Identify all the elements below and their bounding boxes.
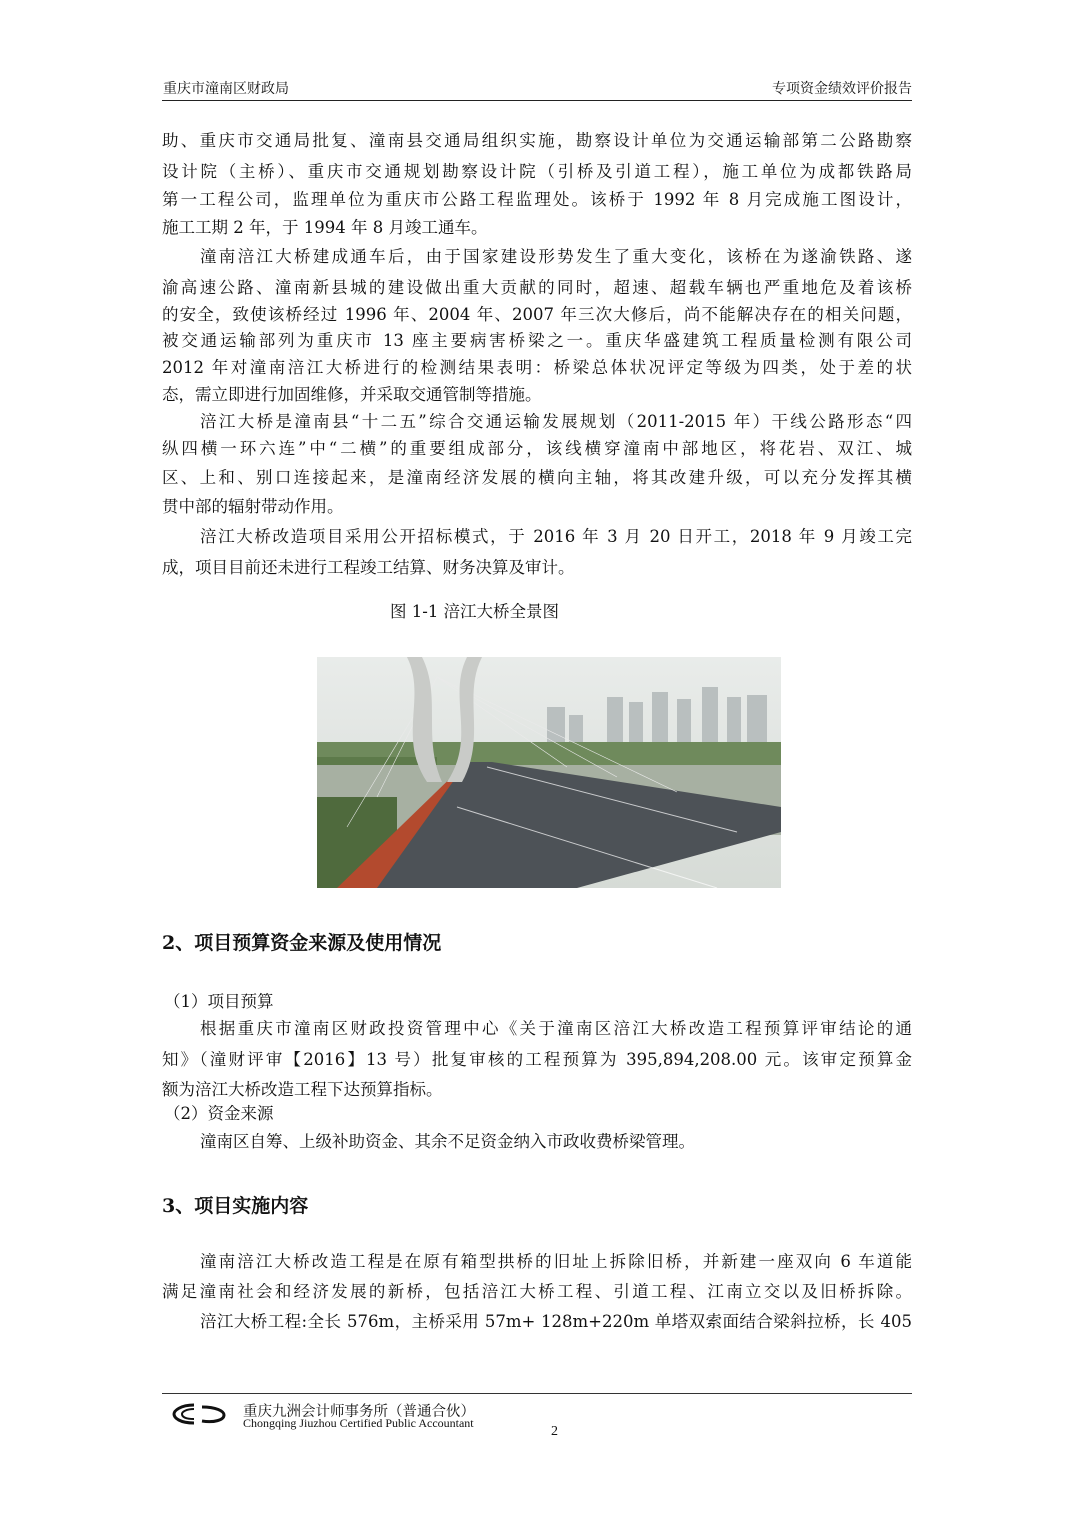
figure-caption: 图 1-1 涪江大桥全景图 [390,602,560,621]
text-line: 满足潼南社会和经济发展的新桥，包括涪江大桥工程、引道工程、江南立交以及旧桥拆除。 [162,1282,912,1301]
text-line: 知》（潼财评审【2016】13 号）批复审核的工程预算为 395,894,208.00 元。该审定预算金 [162,1050,912,1069]
section-3-heading: 3、项目实施内容 [162,1195,309,1217]
page-number: 2 [551,1424,558,1439]
text-line: 设计院（主桥）、重庆市交通规划勘察设计院（引桥及引道工程），施工单位为成都铁路局 [162,162,912,181]
text-line: 2012 年对潼南涪江大桥进行的检测结果表明：桥梁总体状况评定等级为四类，处于差的状 [162,358,912,377]
section-2-heading: 2、项目预算资金来源及使用情况 [162,932,442,954]
text-line: 贯中部的辐射带动作用。 [162,497,344,516]
footer-divider [162,1393,912,1394]
bridge-photo [317,657,781,888]
paragraph-funding: 潼南区自筹、上级补助资金、其余不足资金纳入市政收费桥梁管理。 [200,1132,695,1151]
text-line: 额为涪江大桥改造工程下达预算指标。 [162,1080,443,1099]
text-line: 涪江大桥工程:全长 576m，主桥采用 57m+ 128m+220m 单塔双索面结合梁斜拉桥，长 405 [200,1312,912,1331]
subsection-budget: （1）项目预算 [164,992,274,1011]
text-line: 潼南涪江大桥建成通车后，由于国家建设形势发生了重大变化，该桥在为遂渝铁路、遂 [200,247,912,266]
text-line: 区、上和、别口连接起来，是潼南经济发展的横向主轴，将其改建升级，可以充分发挥其横 [162,468,912,487]
text-line: 助、重庆市交通局批复、潼南县交通局组织实施，勘察设计单位为交通运输部第二公路勘察 [162,131,912,150]
text-line: 的安全，致使该桥经过 1996 年、2004 年、2007 年三次大修后，尚不能解决存在的相关问题， [162,305,912,324]
firm-logo-icon [172,1403,228,1425]
text-line: 纵四横一环六连”中“二横”的重要组成部分，该线横穿潼南中部地区，将花岩、双江、城 [162,439,912,458]
text-line: 涪江大桥是潼南县“十二五”综合交通运输发展规划（2011-2015 年）干线公路形态“四 [200,412,912,431]
text-line: 被交通运输部列为重庆市 13 座主要病害桥梁之一。重庆华盛建筑工程质量检测有限公司 [162,331,912,350]
firm-name-cn: 重庆九洲会计师事务所（普通合伙） [243,1404,475,1420]
text-line: 态，需立即进行加固维修，并采取交通管制等措施。 [162,385,542,404]
text-line: 渝高速公路、潼南新县城的建设做出重大贡献的同时，超速、超载车辆也严重地危及着该桥 [162,278,912,297]
header-divider [162,100,912,101]
header-left: 重庆市潼南区财政局 [163,81,289,97]
subsection-funding: （2）资金来源 [164,1104,274,1123]
text-line: 潼南涪江大桥改造工程是在原有箱型拱桥的旧址上拆除旧桥，并新建一座双向 6 车道能 [200,1252,912,1271]
text-line: 涪江大桥改造项目采用公开招标模式，于 2016 年 3 月 20 日开工，2018 年 9 月竣工完 [200,527,912,546]
text-line: 成，项目目前还未进行工程竣工结算、财务决算及审计。 [162,558,575,577]
text-line: 施工工期 2 年，于 1994 年 8 月竣工通车。 [162,218,488,237]
text-line: 第一工程公司，监理单位为重庆市公路工程监理处。该桥于 1992 年 8 月完成施工图设计， [162,190,912,209]
firm-name-en: Chongqing Jiuzhou Certified Public Accountant [243,1416,474,1430]
text-line: 根据重庆市潼南区财政投资管理中心《关于潼南区涪江大桥改造工程预算评审结论的通 [200,1019,912,1038]
header-right: 专项资金绩效评价报告 [772,81,912,97]
